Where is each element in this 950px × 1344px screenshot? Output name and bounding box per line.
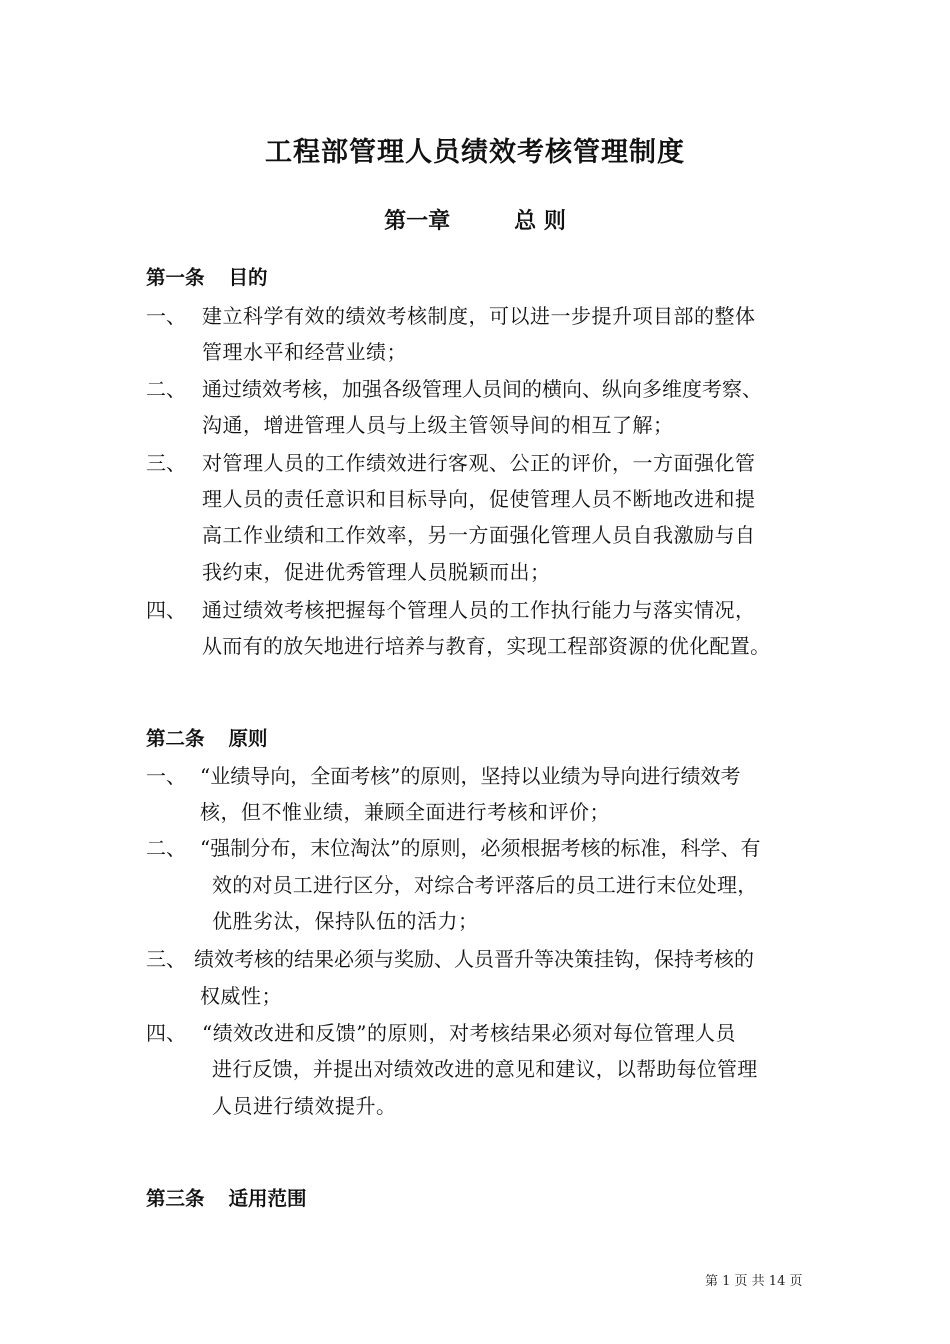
chapter-heading	[0, 204, 950, 235]
chapter-number: 第一章	[384, 208, 451, 234]
item-line: “强制分布，末位淘汰”的原则，必须根据考核的标准，科学、有	[200, 836, 761, 860]
article-number: 第三条	[146, 1187, 205, 1210]
item-line: 通过绩效考核，加强各级管理人员间的横向、纵向多维度考察、	[202, 377, 762, 401]
item-number: 一、	[146, 764, 186, 788]
item-line: 绩效考核的结果必须与奖励、人员晋升等决策挂钩，保持考核的	[194, 947, 754, 971]
item-number: 三、	[146, 947, 186, 971]
item-line: 管理水平和经营业绩；	[202, 340, 407, 364]
item-line: 优胜劣汰，保持队伍的活力；	[212, 909, 479, 933]
item-line: “业绩导向，全面考核”的原则，坚持以业绩为导向进行绩效考	[200, 764, 741, 788]
article-number: 第二条	[146, 727, 205, 750]
item-line: 进行反馈，并提出对绩效改进的意见和建议，以帮助每位管理	[212, 1057, 758, 1081]
article-heading	[146, 1183, 307, 1211]
item-line: 通过绩效考核把握每个管理人员的工作执行能力与落实情况，	[202, 598, 756, 622]
item-line: 核，但不惟业绩，兼顾全面进行考核和评价；	[200, 800, 610, 824]
item-line: 高工作业绩和工作效率，另一方面强化管理人员自我激励与自	[202, 523, 756, 547]
document-title: 工程部管理人员绩效考核管理制度	[265, 137, 685, 168]
article-name: 适用范围	[228, 1187, 307, 1210]
article-name: 目的	[228, 266, 268, 289]
item-line: 从而有的放矢地进行培养与教育，实现工程部资源的优化配置。	[202, 634, 771, 658]
article-heading	[146, 723, 268, 751]
item-number: 二、	[146, 377, 186, 401]
page-footer: 第 1 页 共 14 页	[705, 1274, 803, 1289]
item-number: 四、	[146, 1021, 186, 1045]
item-line: 对管理人员的工作绩效进行客观、公正的评价，一方面强化管	[202, 451, 756, 475]
item-line: “绩效改进和反馈”的原则，对考核结果必须对每位管理人员	[202, 1021, 736, 1045]
item-line: 我约束，促进优秀管理人员脱颖而出；	[202, 560, 551, 584]
item-line: 沟通，增进管理人员与上级主管领导间的相互了解；	[202, 413, 674, 437]
item-line: 建立科学有效的绩效考核制度，可以进一步提升项目部的整体	[202, 304, 756, 328]
item-number: 二、	[146, 836, 186, 860]
item-line: 权威性；	[200, 984, 282, 1008]
item-line: 人员进行绩效提升。	[212, 1094, 397, 1118]
item-number: 四、	[146, 598, 186, 622]
article-name: 原则	[228, 727, 268, 750]
item-line: 理人员的责任意识和目标导向，促使管理人员不断地改进和提	[202, 487, 756, 511]
article-number: 第一条	[146, 266, 205, 289]
item-line: 效的对员工进行区分，对综合考评落后的员工进行末位处理，	[212, 873, 758, 897]
item-number: 三、	[146, 451, 186, 475]
article-heading	[146, 262, 268, 290]
chapter-name: 总 则	[514, 208, 566, 234]
item-number: 一、	[146, 304, 186, 328]
